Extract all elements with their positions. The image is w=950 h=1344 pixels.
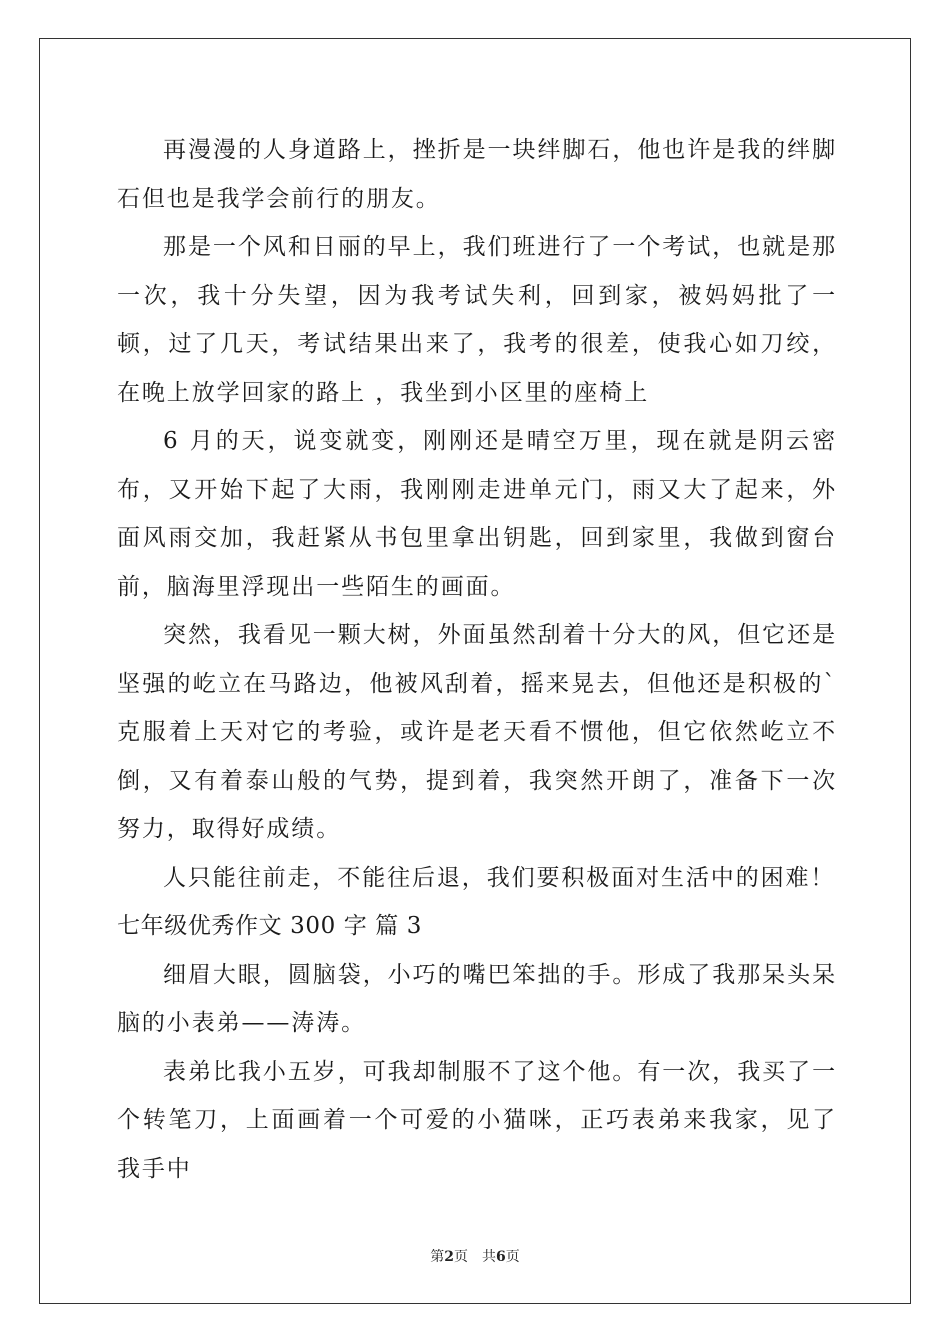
paragraph: 突然，我看见一颗大树，外面虽然刮着十分大的风，但它还是坚强的屹立在马路边，他被风刮着，摇来晃去，但他还是积极的`克服着上天对它的考验，或许是老天看不惯他，但它依然屹立不倒，又有着泰山般的气势，提到着，我突然开朗了，准备下一次努力，取得好成绩。: [117, 622, 837, 842]
total-pages-number: 6: [496, 1249, 506, 1265]
paragraph: 再漫漫的人身道路上，挫折是一块绊脚石，他也许是我的绊脚石但也是我学会前行的朋友。: [117, 137, 837, 212]
total-suffix: 页: [505, 1249, 520, 1265]
document-body: [117, 126, 837, 1193]
paragraph: 人只能往前走，不能往后退，我们要积极面对生活中的困难！: [163, 864, 836, 891]
paragraph: 细眉大眼，圆脑袋，小巧的嘴巴笨拙的手。形成了我那呆头呆脑的小表弟——涛涛。: [117, 961, 837, 1036]
page-suffix: 页: [454, 1249, 468, 1265]
current-page-number: 2: [444, 1249, 454, 1265]
total-prefix: 共: [482, 1249, 496, 1265]
paragraph: 表弟比我小五岁，可我却制服不了这个他。有一次，我买了一个转笔刀，上面画着一个可爱的小猫咪，正巧表弟来我家，见了我手中: [117, 1058, 837, 1182]
page-footer: [0, 1246, 950, 1266]
paragraph: 6 月的天，说变就变，刚刚还是晴空万里，现在就是阴云密布，又开始下起了大雨，我刚刚走进单元门，雨又大了起来，外面风雨交加，我赶紧从书包里拿出钥匙，回到家里，我做到窗台前，脑海里浮现出一些陌生的画面。: [117, 428, 837, 600]
page-prefix: 第: [430, 1249, 445, 1265]
section-heading: 七年级优秀作文 300 字 篇 3: [117, 913, 422, 939]
paragraph: 那是一个风和日丽的早上，我们班进行了一个考试，也就是那一次，我十分失望，因为我考试失利，回到家，被妈妈批了一顿，过了几天，考试结果出来了，我考的很差，使我心如刀绞，在晚上放学回家的路上 ，我坐到小区里的座椅上: [117, 234, 837, 406]
